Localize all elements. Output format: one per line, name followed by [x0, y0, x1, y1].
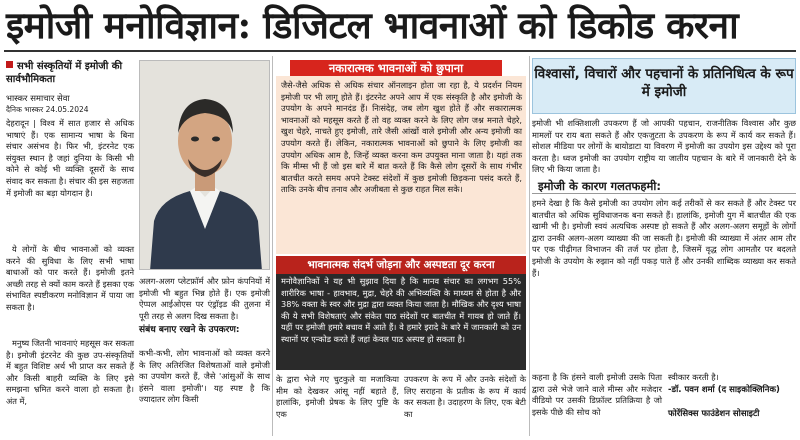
middle-paragraph-3a: के द्वारा भेजे गए चुटकुले या मजाकिया मीम को देखकर आंसू नहीं बहाते हैं, हालांकि, इमोजी प्रेषक के लिए पुष्टि के एक	[276, 374, 399, 419]
middle-paragraph-1: जैसे-जैसे अधिक से अधिक संचार ऑनलाइन होता जा रहा है, ये प्रदर्शन नियम इमोजी पर भी लागू होते हैं। इंटरनेट अपने आप में एक संस्कृति है और इमोजी के उपयोग के अपने मानदंड हैं। निःसंदेह, जब लोग खुश होते हैं और सकारात्मक भावनाओं को महसूस करते हैं तो वह व्यक्त करने के लिए लोग जश्न मनाते चेहरे, खुश चेहरे, नाचते हुए इमोजी, तारे जैसी आंखों वाले इमोजी और अन्य इमोजी का उपयोग करते हैं। लेकिन, नकारात्मक भावनाओं को छुपाने के लिए इमोजी का उपयोग अधिक आम है, जिन्हें व्यक्त करना कम उपयुक्त माना जाता है। यहां तक कि मीम्स भी हैं जो इस बारे में बात करते हैं कि कैसे लोग दूसरों के साथ गंभीर बातचीत करते समय अपने टेक्स्ट संदेशों में कुछ इमोजी छिड़कना पसंद करते हैं, ताकि उनके बीच तनाव और अजीबता से कुछ राहत मिल सके।	[281, 80, 522, 195]
person-portrait-icon	[140, 61, 270, 270]
col2-paragraph-1: अलग-अलग प्लेटफ़ॉर्म और फ़ोन कंपनियों में इमोजी भी बहुत भिन्न होते हैं। एक इमोजी ऐप्पल आईओएस पर एंड्रॉइड की तुलना में पूरी तरह से अलग दिख सकता है।	[139, 276, 270, 321]
col2-paragraph-2: कभी-कभी, लोग भावनाओं को व्यक्त करने के लिए अतिरंजित विशेषताओं वाले इमोजी का उपयोग करते हैं, जैसे 'आंसुओं के साथ हंसने वाला इमोजी'। यह स्पष्ट है कि ज्यादातर लोग किसी	[139, 348, 270, 405]
middle-paragraph-2: मनोवैज्ञानिकों ने यह भी सुझाव दिया है कि मानव संचार का लगभग 55% शारीरिक भाषा - हावभाव, मुद्रा, चेहरे की अभिव्यक्ति के माध्यम से होता है और 38% वक्ता के स्वर और मुद्रा द्वारा व्यक्त किया जाता है। मौखिक और दृश्य भाषा की ये सभी विशेषताएं और संकेत पाठ संदेशों पर बातचीत में गायब हो जाते हैं। यहीं पर इमोजी हमारे बचाव में आते हैं। वे हमारे इरादे के बारे में जानकारी को उन स्थानों पर एन्कोड करते हैं जहां केवल पाठ अस्पष्ट हो सकता है।	[276, 274, 526, 370]
section-banner-context: भावनात्मक संदर्भ जोड़ना और अस्पष्टता दूर करना	[307, 259, 495, 271]
page-headline: इमोजी मनोविज्ञान: डिजिटल भावनाओं को डिकोड करना	[6, 3, 739, 47]
dateline: दैनिक भास्कर 24.05.2024	[6, 105, 89, 114]
section-banner-hiding-emotions: नकारात्मक भावनाओं को छुपाना	[290, 60, 502, 76]
middle-paragraph-3b: उपकरण के रूप में और उनके संदेशों के लिए सराहना के प्रतीक के रूप में कार्य कर सकता है। उदाहरण के लिए, एक बेटी का	[404, 374, 526, 419]
signature-name: -डॉ. पवन शर्मा (द साइकोक्लिनिक)	[668, 385, 780, 395]
author-photo	[139, 60, 270, 270]
headline-rule	[4, 50, 796, 52]
right-paragraph-3: कहना है कि हंसने वाली इमोजी उसके पिता द्वारा उसे भेजे जाने वाले मीम्स और मजेदार वीडियो पर उसकी डिफ़ॉल्ट प्रतिक्रिया है जो इसके पीछे की सोच को	[532, 372, 662, 417]
right-title-box	[532, 58, 796, 114]
col2-subheading: संबंध बनाए रखने के उपकरण:	[139, 325, 240, 335]
byline: भास्कर समाचार सेवा	[6, 94, 70, 104]
kicker: सभी संस्कृतियों में इमोजी की सार्वभौमिकता	[6, 60, 132, 86]
right-box-title: विश्वासों, विचारों और पहचानों के प्रतिनिधित्व के रूप में इमोजी	[534, 66, 794, 100]
left-paragraph-1: देहरादून | विश्व में सात हजार से अधिक भाषाएं हैं। एक सामान्य भाषा के बिना संचार असंभव है। फिर भी, इंटरनेट एक संयुक्त स्थान है जहां दुनिया के किसी भी कोने से कोई भी व्यक्ति दूसरों के साथ संवाद कर सकता है। संचार की इस सहजता में इमोजी का बड़ा योगदान है।	[6, 118, 134, 198]
signature-org: फोरेंसिक्स फाउंडेशन सोसाइटी	[668, 409, 760, 419]
right-paragraph-1: इमोजी भी शक्तिशाली उपकरण हैं जो आपकी पहचान, राजनीतिक विश्वास और कुछ मामलों पर राय बता सकते हैं और एकजुटता के उपकरण के रूप में कार्य कर सकते हैं। सोशल मीडिया पर लोगों के बायोडाटा या विवरण में इमोजी का उपयोग इस उद्देश्य को पूरा करता है। ध्वज इमोजी का उपयोग राष्ट्रीय या जातीय पहचान के बारे में जानकारी देने के लिए भी किया जाता है।	[532, 118, 796, 175]
right-paragraph-2: हमने देखा है कि कैसे इमोजी का उपयोग लोग कई तरीकों से कर सकते हैं और टेक्स्ट पर बातचीत को अधिक सुविधाजनक बना सकते हैं। हालांकि, इमोजी युग में बातचीत की एक खामी भी है। इमोजी स्वयं अत्यधिक अस्पष्ट हो सकते हैं और अलग-अलग समूहों के लोगों द्वारा उनकी अलग-अलग व्याख्या की जा सकती है। इमोजी की व्याख्या में अंतर आम तौर पर एक पीढ़ीगत विभाजन की तर्ज पर होता है, जिसमें वृद्ध लोग आमतौर पर बदलते इमोजी के उपयोग के रुझान को नहीं पकड़ पाते हैं और उनकी शाब्दिक व्याख्या कर सकते हैं।	[532, 198, 796, 278]
right-paragraph-4: स्वीकार करती है।	[668, 372, 719, 382]
column-divider	[529, 56, 530, 436]
right-subheading: इमोजी के कारण गलतफहमी:	[538, 179, 661, 193]
column-divider	[272, 56, 273, 436]
left-paragraph-2: ये लोगों के बीच भावनाओं को व्यक्त करने की सुविधा के लिए सभी भाषा बाधाओं को पार करते हैं। इमोजी इतने अच्छी तरह से क्यों काम करते हैं इसका एक संभावित स्पष्टीकरण मनोविज्ञान में पाया जा सकता है।	[6, 244, 134, 312]
left-paragraph-3: मनुष्य जितनी भावनाएं महसूस कर सकता है। इमोजी इंटरनेट की कुछ उप-संस्कृतियों में बहुत विशिष्ट अर्थ भी प्राप्त कर सकते हैं और किसी बाहरी व्यक्ति के लिए इसे समझना भ्रमित करने वाला हो सकता है। अंत में,	[6, 338, 134, 406]
